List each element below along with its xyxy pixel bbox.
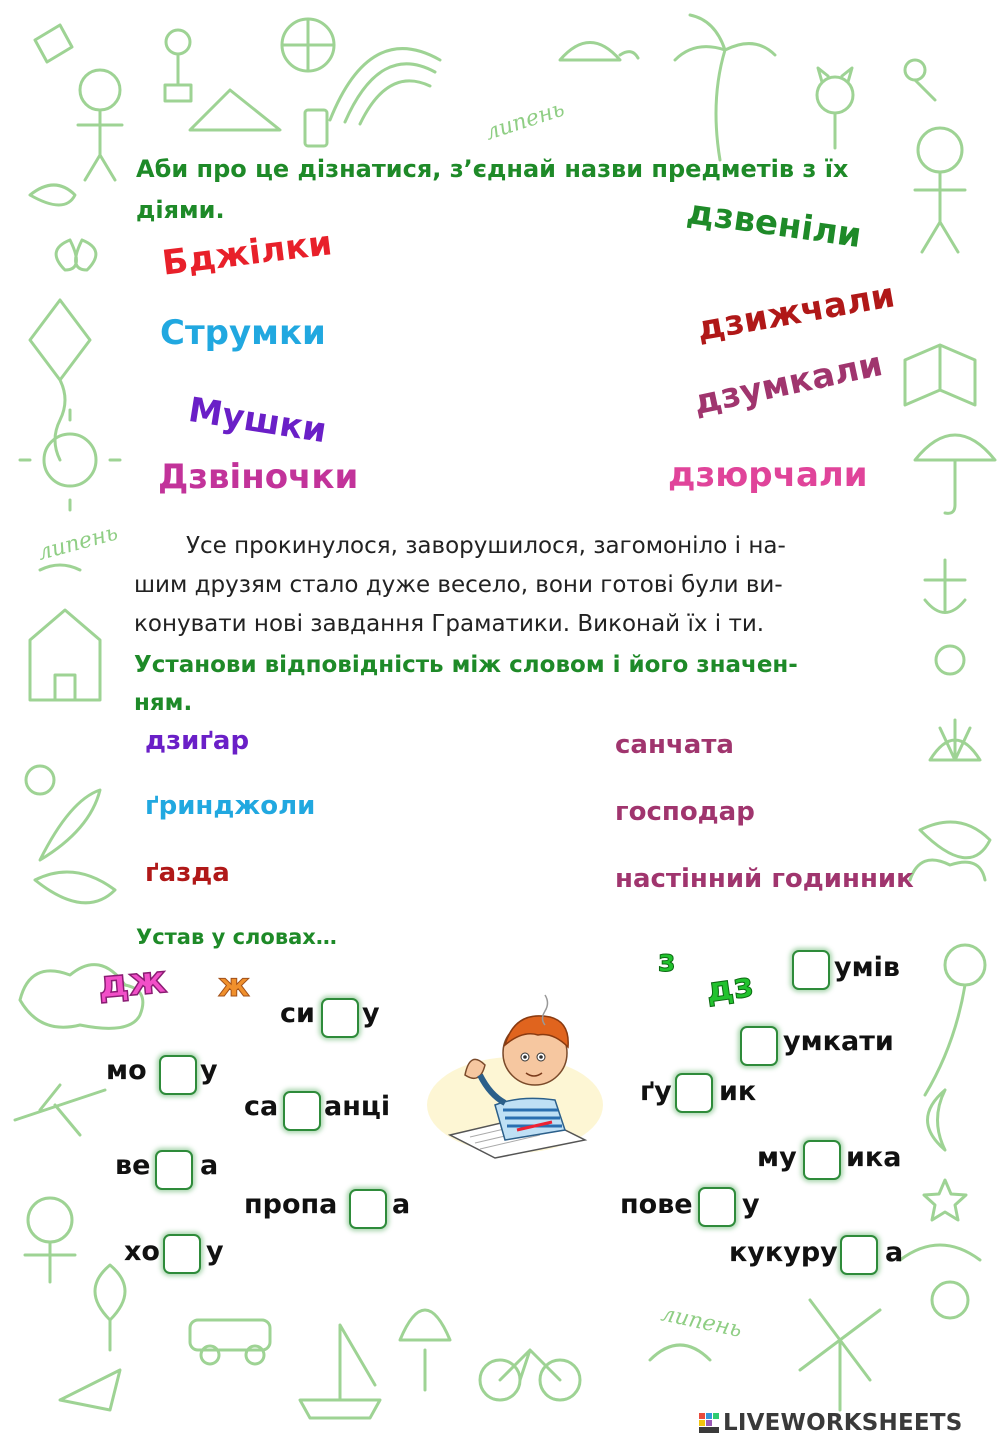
fill-suffix-left-2: у (200, 1055, 218, 1086)
kid-doodle (80, 70, 120, 110)
lypen-doodle-2: липень (35, 520, 121, 566)
story-line1: Усе прокинулося, заворушилося, загомоніло і на- (186, 533, 786, 559)
drop-box-right-3[interactable] (675, 1073, 713, 1113)
drop-box-right-1[interactable] (792, 950, 830, 990)
noun-dzvinochky[interactable]: Дзвіночки (158, 457, 359, 497)
fill-suffix-right-5: у (742, 1189, 760, 1220)
letter-z[interactable]: з (658, 944, 676, 979)
balloon2-doodle (945, 945, 985, 985)
fill-suffix-right-6: а (885, 1237, 904, 1268)
umbrella-doodle (915, 435, 995, 513)
girl-doodle (918, 128, 962, 172)
balloon-doodle (95, 1265, 125, 1350)
verb-dzumkaly[interactable]: дзумкали (690, 344, 887, 424)
fill-prefix-right-5: пове (620, 1189, 693, 1220)
word-gryndzholy[interactable]: ґринджоли (145, 791, 316, 821)
turtle-doodle (560, 43, 638, 61)
fill-suffix-right-3: ик (719, 1076, 757, 1107)
drop-box-right-6[interactable] (840, 1235, 878, 1275)
sailboat-doodle (300, 1325, 380, 1418)
anchor-doodle (925, 560, 965, 613)
drop-box-right-4[interactable] (803, 1140, 841, 1180)
fill-suffix-left-6: у (206, 1236, 224, 1267)
windmill-doodle (800, 1300, 880, 1410)
liveworksheets-logo (698, 1408, 962, 1438)
flower-doodle (166, 30, 190, 54)
palm-doodle (675, 15, 775, 160)
tree-doodle (400, 1310, 450, 1390)
task3-instruction: Устав у словах… (136, 925, 337, 949)
noun-bdzhilky[interactable]: Бджілки (160, 223, 335, 284)
fill-prefix-left-2: мо (106, 1055, 147, 1086)
shell-doodle (930, 720, 980, 760)
meaning-nastinnyi-hodynnyk[interactable]: настінний годинник (615, 864, 914, 894)
story-paragraph (134, 527, 874, 644)
noun-mushky[interactable]: Мушки (185, 390, 330, 452)
fill-prefix-left-4: ве (115, 1150, 151, 1181)
fill-prefix-right-3: ґу (640, 1076, 672, 1107)
lypen-doodle-3: липень (658, 1301, 745, 1343)
plane-doodle (15, 1085, 105, 1135)
drop-box-left-5[interactable] (349, 1189, 387, 1229)
word-dzygar[interactable]: дзиґар (145, 726, 250, 756)
fill-prefix-left-5: пропа (244, 1189, 338, 1220)
fill-suffix-left-3: анці (324, 1091, 391, 1122)
fill-suffix-right-2: умкати (783, 1026, 894, 1057)
meaning-sanchata[interactable]: санчата (615, 730, 734, 760)
task2-instruction-line1: Установи відповідність між словом і його значен- (134, 652, 798, 678)
letter-zh[interactable]: ж (218, 966, 250, 1004)
house-doodle (30, 610, 100, 700)
rainbow-doodle (330, 49, 440, 124)
story-line3: конувати нові завдання Граматики. Виконай їх і ти. (134, 611, 765, 637)
verb-dzvenily[interactable]: дзвеніли (684, 192, 864, 257)
verb-dzyzhchaly[interactable]: дзижчали (694, 275, 898, 350)
lypen-doodle-1: липень (482, 96, 568, 146)
fill-suffix-left-5: а (392, 1189, 411, 1220)
liveworksheets-logo-text: LIVEWORKSHEETS (723, 1410, 963, 1436)
letter-dzh[interactable]: дж (96, 957, 169, 1007)
fill-suffix-right-1: умів (834, 952, 901, 983)
fill-suffix-right-4: ика (846, 1142, 902, 1173)
fill-prefix-left-3: са (244, 1091, 279, 1122)
moon-doodle (928, 1090, 946, 1150)
liveworksheets-logo-icon (698, 1412, 720, 1434)
verb-dzyurchaly[interactable]: дзюрчали (668, 455, 868, 495)
fill-suffix-left-4: а (200, 1150, 219, 1181)
drop-box-left-1[interactable] (321, 998, 359, 1038)
butterfly-doodle (56, 240, 96, 270)
fill-prefix-right-4: му (757, 1142, 797, 1173)
drop-box-left-3[interactable] (283, 1091, 321, 1131)
noun-strumky[interactable]: Струмки (160, 313, 326, 353)
fill-word-left-1 (280, 998, 315, 1029)
fill-prefix-left-6: хо (124, 1236, 160, 1267)
drop-box-left-6[interactable] (163, 1234, 201, 1274)
task1-instruction-line2: діями. (136, 196, 225, 224)
meaning-hospodar[interactable]: господар (615, 797, 755, 827)
drop-box-right-2[interactable] (740, 1026, 778, 1066)
kite-doodle (35, 25, 72, 62)
task1-instruction-line1: Аби про це дізнатися, з’єднай назви предметів з їх (136, 155, 849, 183)
fill-prefix-right-6: кукуру (729, 1237, 838, 1268)
sun-doodle (44, 434, 96, 486)
drop-box-left-2[interactable] (159, 1055, 197, 1095)
drop-box-left-4[interactable] (155, 1150, 193, 1190)
bird-doodle (30, 185, 75, 205)
letter-dz[interactable]: дз (703, 964, 756, 1012)
fill-suffix-left-1: у (362, 998, 380, 1029)
task2-instruction-line2: ням. (134, 690, 193, 716)
rain-cloud-doodle (910, 860, 985, 880)
boy-writing-illustration (425, 985, 605, 1160)
story-line2: шим друзям стало дуже весело, вони готові були ви- (134, 572, 783, 598)
fill-prefix: си (280, 998, 315, 1029)
book-doodle (905, 345, 975, 405)
word-gazda[interactable]: ґазда (145, 858, 230, 888)
rocket-doodle (40, 790, 100, 860)
drop-box-right-5[interactable] (698, 1187, 736, 1227)
star-doodle (924, 1180, 966, 1220)
